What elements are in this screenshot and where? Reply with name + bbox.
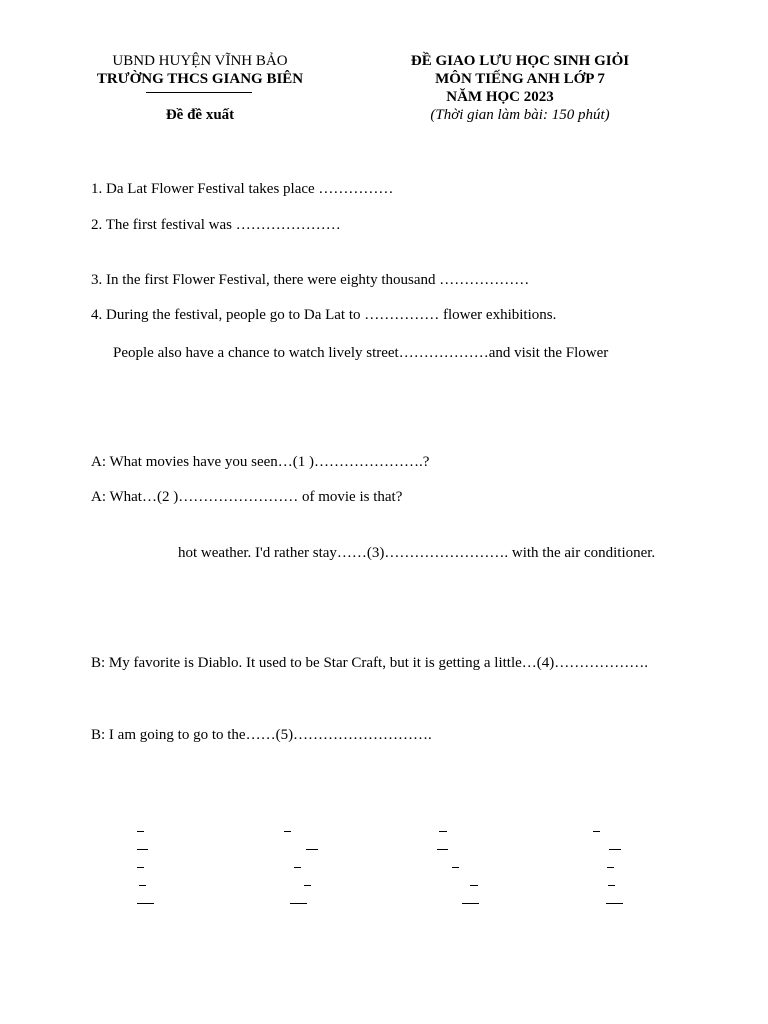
dash-mark [284, 831, 291, 832]
dialogue-line-1: A: What movies have you seen…(1 )………………….? [91, 454, 430, 470]
dash-mark [137, 867, 144, 868]
dialogue-line-4: B: My favorite is Diablo. It used to be Star Craft, but it is getting a little…(4)………………. [91, 655, 649, 671]
dialogue-line-5: B: I am going to go to the……(5)………………………. [91, 727, 432, 743]
dash-mark [137, 903, 154, 904]
exam-title: ĐỀ GIAO LƯU HỌC SINH GIỎI [410, 53, 630, 69]
dash-mark [137, 849, 148, 850]
dash-mark [606, 903, 623, 904]
dash-mark [462, 903, 479, 904]
dash-mark [470, 885, 478, 886]
dash-mark [139, 885, 146, 886]
header-school: TRƯỜNG THCS GIANG BIÊN [96, 71, 304, 87]
header-divider [146, 92, 252, 93]
dialogue-line-2: A: What…(2 )…………………… of movie is that? [91, 489, 403, 505]
dash-mark [609, 849, 621, 850]
question-1: 1. Da Lat Flower Festival takes place …………… [91, 181, 394, 197]
header-note: Đề đề xuất [165, 107, 235, 123]
dash-mark [294, 867, 301, 868]
question-4-continued: People also have a chance to watch lively street………………and visit the Flower [113, 345, 609, 361]
dash-mark [593, 831, 600, 832]
exam-time: (Thời gian làm bài: 150 phút) [430, 107, 610, 123]
header-district: UBND HUYỆN VĨNH BẢO [112, 53, 288, 69]
dash-mark [306, 849, 318, 850]
dash-mark [437, 849, 448, 850]
question-2: 2. The first festival was ………………… [91, 217, 341, 233]
dash-mark [452, 867, 459, 868]
dash-mark [608, 885, 615, 886]
question-3: 3. In the first Flower Festival, there were eighty thousand ……………… [91, 272, 530, 288]
dialogue-line-3: hot weather. I'd rather stay……(3)……………………. with the air conditioner. [178, 545, 656, 561]
exam-year: NĂM HỌC 2023 [446, 89, 554, 105]
dash-mark [137, 831, 144, 832]
dash-mark [304, 885, 311, 886]
question-4: 4. During the festival, people go to Da Lat to …………… flower exhibitions. [91, 307, 557, 323]
dash-mark [290, 903, 307, 904]
dash-mark [439, 831, 447, 832]
exam-subject: MÔN TIẾNG ANH LỚP 7 [435, 71, 605, 87]
dash-mark [607, 867, 614, 868]
